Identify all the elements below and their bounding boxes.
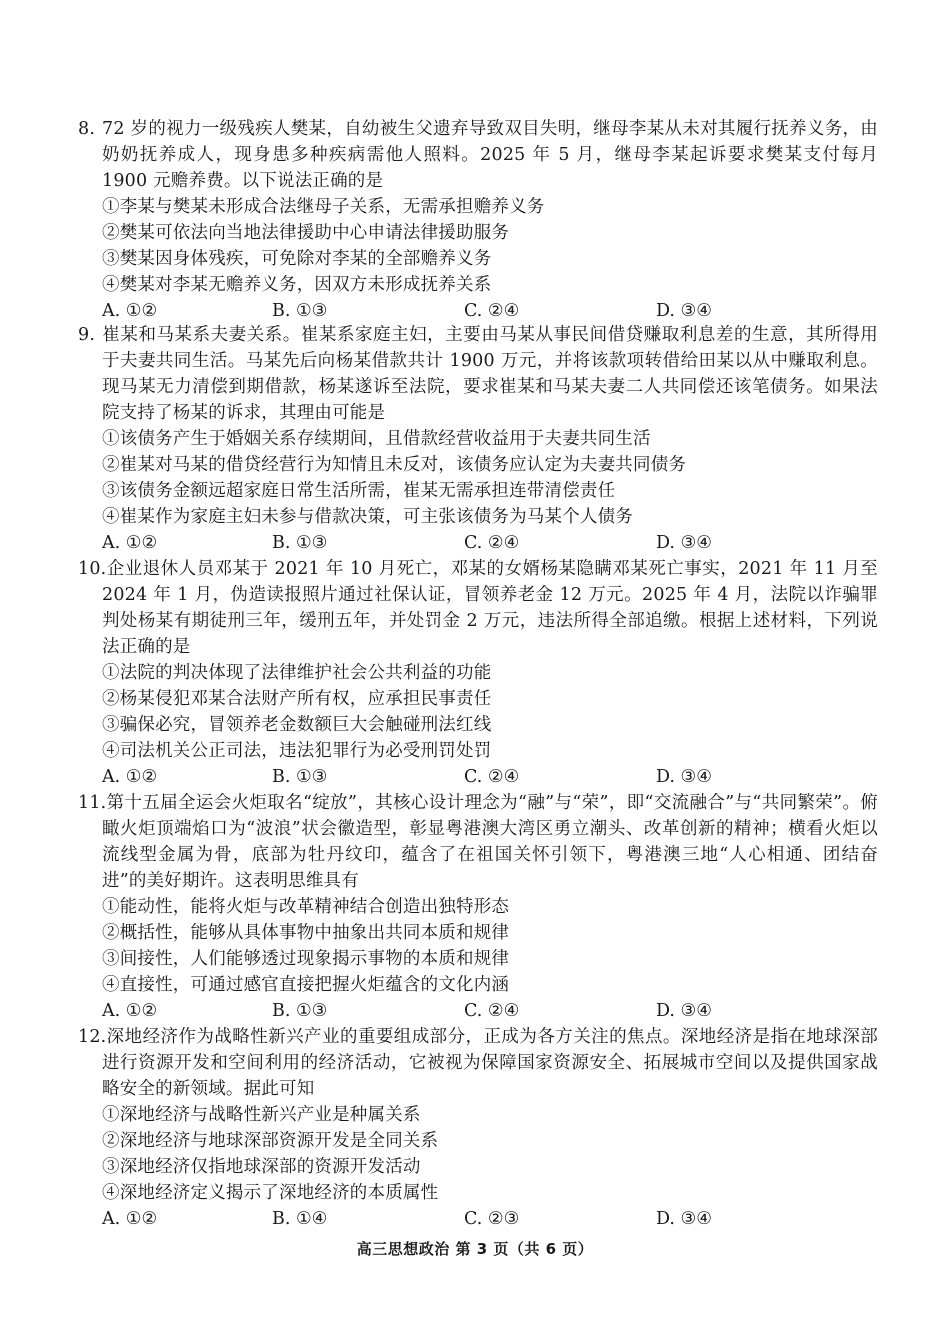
statement-2: ②深地经济与地球深部资源开发是全同关系 (102, 1131, 439, 1151)
statement-4: ④深地经济定义揭示了深地经济的本质属性 (102, 1183, 439, 1203)
option-d: D. ③④ (656, 301, 712, 321)
option-a: A. ①② (102, 1001, 158, 1021)
answer-options (78, 1206, 878, 1232)
option-b: B. ①④ (272, 1209, 328, 1229)
question-text: 崔某和马某系夫妻关系。崔某系家庭主妇，主要由马某从事民间借贷赚取利息差的生意，其所得用于夫妻共同生活。马某先后向杨某借款共计 1900 万元，并将该款项转借给田某以从中赚取利息。现马某无力清偿到期借款，杨某遂诉至法院，要求崔某和马某夫妻二人共同偿还该笔债务。如果法院支持了杨某的诉求，其理由可能是 (102, 325, 878, 423)
question-stem (78, 1024, 878, 1102)
statement-2: ②崔某对马某的借贷经营行为知情且未反对，该债务应认定为夫妻共同债务 (102, 455, 687, 475)
statement-2: ②概括性，能够从具体事物中抽象出共同本质和规律 (102, 923, 510, 943)
question-9 (78, 322, 878, 556)
answer-options (78, 298, 878, 324)
question-stem (78, 116, 878, 194)
question-12 (78, 1024, 878, 1232)
statement-4: ④崔某作为家庭主妇未参与借款决策，可主张该债务为马某个人债务 (102, 507, 633, 527)
answer-options (78, 530, 878, 556)
statement-1: ①深地经济与战略性新兴产业是种属关系 (102, 1105, 421, 1125)
option-c: C. ②④ (464, 533, 520, 553)
option-a: A. ①② (102, 533, 158, 553)
statement-2: ②杨某侵犯邓某合法财产所有权，应承担民事责任 (102, 689, 492, 709)
option-b: B. ①③ (272, 301, 328, 321)
statement-3: ③樊某因身体残疾，可免除对李某的全部赡养义务 (102, 249, 492, 269)
question-number: 9. (78, 325, 96, 345)
statement-3: ③深地经济仅指地球深部的资源开发活动 (102, 1157, 421, 1177)
question-number: 12. (78, 1027, 107, 1047)
question-text: 第十五届全运会火炬取名“绽放”，其核心设计理念为“融”与“荣”，即“交流融合”与“共同繁荣”。俯瞰火炬顶端焰口为“波浪”状会徽造型，彰显粤港澳大湾区勇立潮头、改革创新的精神；横看火炬以流线型金属为骨，底部为牡丹纹印，蕴含了在祖国关怀引领下，粤港澳三地“人心相通、团结奋进”的美好期许。这表明思维具有 (102, 793, 878, 891)
question-11 (78, 790, 878, 1024)
statement-4: ④直接性，可通过感官直接把握火炬蕴含的文化内涵 (102, 975, 510, 995)
option-b: B. ①③ (272, 767, 328, 787)
option-c: C. ②③ (464, 1209, 520, 1229)
question-stem (78, 556, 878, 660)
answer-options (78, 998, 878, 1024)
question-number: 8. (78, 119, 96, 139)
statement-1: ①法院的判决体现了法律维护社会公共利益的功能 (102, 663, 492, 683)
statement-3: ③该债务金额远超家庭日常生活所需，崔某无需承担连带清偿责任 (102, 481, 616, 501)
statement-3: ③间接性，人们能够透过现象揭示事物的本质和规律 (102, 949, 510, 969)
page-footer: 高三思想政治 第 3 页（共 6 页） (356, 1240, 594, 1258)
statement-3: ③骗保必究，冒领养老金数额巨大会触碰刑法红线 (102, 715, 492, 735)
statement-2: ②樊某可依法向当地法律援助中心申请法律援助服务 (102, 223, 510, 243)
option-d: D. ③④ (656, 1209, 712, 1229)
question-10 (78, 556, 878, 790)
question-8 (78, 116, 878, 324)
statement-1: ①李某与樊某未形成合法继母子关系，无需承担赡养义务 (102, 197, 545, 217)
statement-1: ①该债务产生于婚姻关系存续期间，且借款经营收益用于夫妻共同生活 (102, 429, 651, 449)
option-b: B. ①③ (272, 533, 328, 553)
statement-4: ④司法机关公正司法，违法犯罪行为必受刑罚处罚 (102, 741, 492, 761)
statement-1: ①能动性，能将火炬与改革精神结合创造出独特形态 (102, 897, 510, 917)
question-stem (78, 790, 878, 894)
question-number: 10. (78, 559, 107, 579)
question-number: 11. (78, 793, 107, 813)
question-text: 深地经济作为战略性新兴产业的重要组成部分，正成为各方关注的焦点。深地经济是指在地球深部进行资源开发和空间利用的经济活动，它被视为保障国家资源安全、拓展城市空间以及提供国家战略安全的新领域。据此可知 (102, 1027, 878, 1099)
option-a: A. ①② (102, 301, 158, 321)
question-text: 72 岁的视力一级残疾人樊某，自幼被生父遗弃导致双目失明，继母李某从未对其履行抚养义务，由奶奶抚养成人，现身患多种疾病需他人照料。2025 年 5 月，继母李某起诉要求樊某支付每月 1900 元赡养费。以下说法正确的是 (102, 119, 878, 191)
option-a: A. ①② (102, 1209, 158, 1229)
question-text: 企业退休人员邓某于 2021 年 10 月死亡，邓某的女婿杨某隐瞒邓某死亡事实，2021 年 11 月至 2024 年 1 月，伪造读报照片通过社保认证，冒领养老金 12 万元。2025 年 4 月，法院以诈骗罪判处杨某有期徒刑三年，缓刑五年，并处罚金 2 万元，违法所得全部追缴。根据上述材料，下列说法正确的是 (102, 559, 878, 657)
question-stem (78, 322, 878, 426)
statement-4: ④樊某对李某无赡养义务，因双方未形成抚养关系 (102, 275, 492, 295)
option-c: C. ②④ (464, 1001, 520, 1021)
option-d: D. ③④ (656, 1001, 712, 1021)
option-d: D. ③④ (656, 533, 712, 553)
option-c: C. ②④ (464, 767, 520, 787)
option-d: D. ③④ (656, 767, 712, 787)
option-a: A. ①② (102, 767, 158, 787)
option-b: B. ①③ (272, 1001, 328, 1021)
option-c: C. ②④ (464, 301, 520, 321)
answer-options (78, 764, 878, 790)
